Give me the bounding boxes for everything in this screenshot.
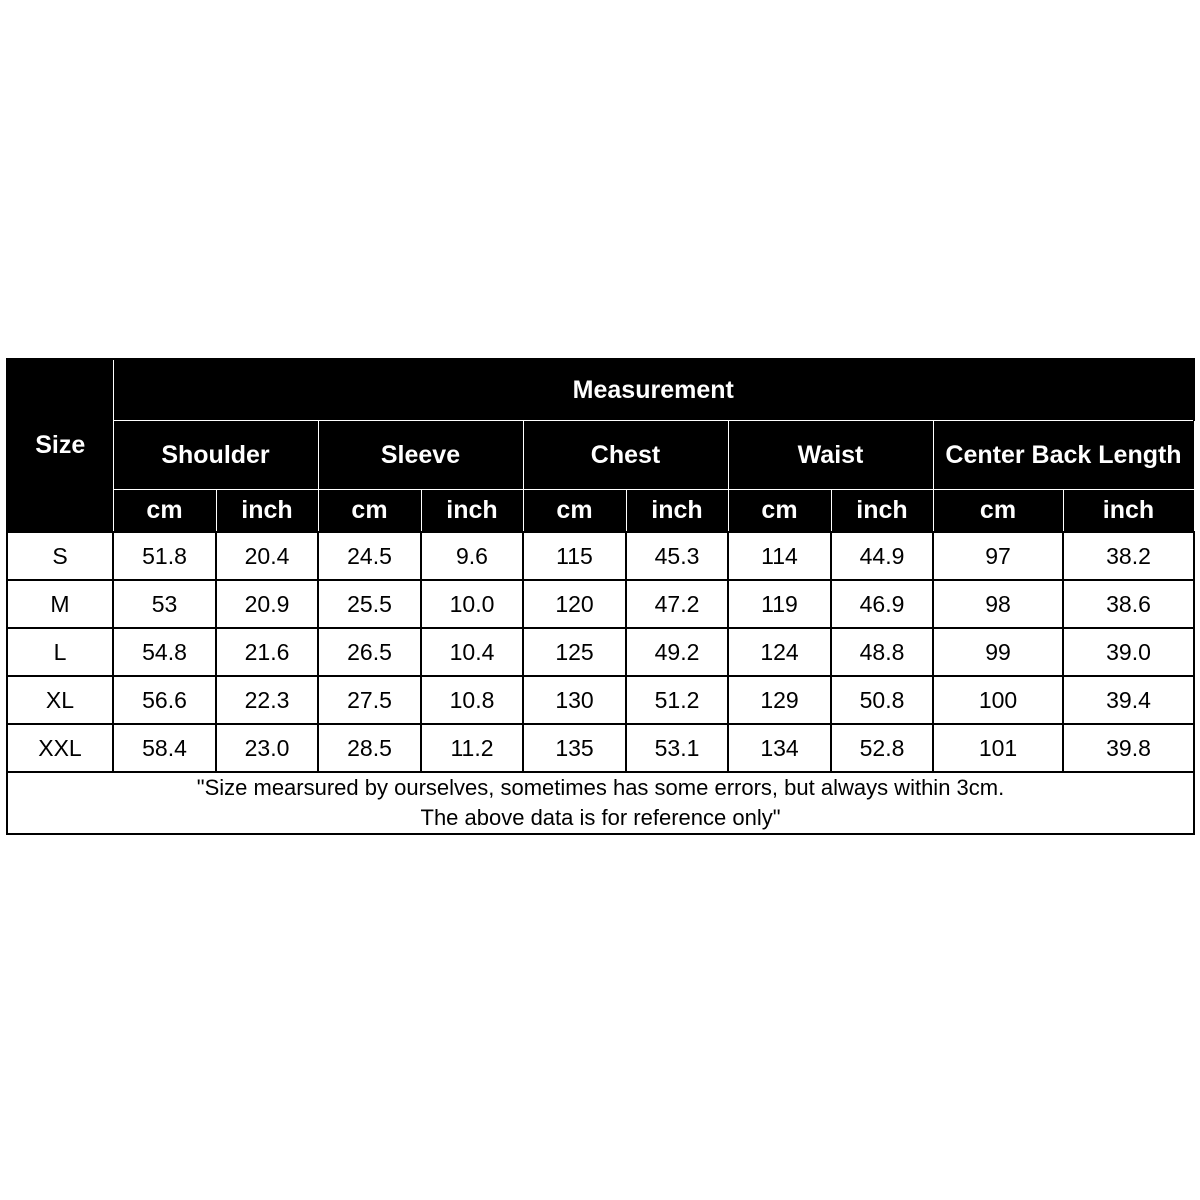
value-cell: 124 bbox=[728, 628, 831, 676]
header-row-measurement bbox=[7, 359, 1194, 421]
size-chart-table bbox=[6, 358, 1195, 835]
value-cell: 97 bbox=[933, 532, 1063, 580]
value-cell: 54.8 bbox=[113, 628, 216, 676]
value-cell: 99 bbox=[933, 628, 1063, 676]
table-row bbox=[7, 724, 1194, 772]
value-cell: 129 bbox=[728, 676, 831, 724]
header-row-categories bbox=[7, 421, 1194, 490]
value-cell: 119 bbox=[728, 580, 831, 628]
table-header bbox=[7, 359, 1194, 532]
value-cell: 23.0 bbox=[216, 724, 318, 772]
value-cell: 44.9 bbox=[831, 532, 933, 580]
value-cell: 24.5 bbox=[318, 532, 421, 580]
value-cell: 21.6 bbox=[216, 628, 318, 676]
value-cell: 114 bbox=[728, 532, 831, 580]
value-cell: 46.9 bbox=[831, 580, 933, 628]
value-cell: 11.2 bbox=[421, 724, 523, 772]
size-cell: M bbox=[7, 580, 113, 628]
unit-header-inch: inch bbox=[421, 490, 523, 533]
value-cell: 115 bbox=[523, 532, 626, 580]
unit-header-cm: cm bbox=[933, 490, 1063, 533]
value-cell: 45.3 bbox=[626, 532, 728, 580]
unit-header-inch: inch bbox=[216, 490, 318, 533]
value-cell: 9.6 bbox=[421, 532, 523, 580]
unit-header-cm: cm bbox=[318, 490, 421, 533]
value-cell: 53.1 bbox=[626, 724, 728, 772]
unit-header-inch: inch bbox=[831, 490, 933, 533]
value-cell: 22.3 bbox=[216, 676, 318, 724]
value-cell: 130 bbox=[523, 676, 626, 724]
size-cell: XL bbox=[7, 676, 113, 724]
unit-header-inch: inch bbox=[1063, 490, 1194, 533]
value-cell: 56.6 bbox=[113, 676, 216, 724]
value-cell: 10.8 bbox=[421, 676, 523, 724]
table-footer bbox=[7, 772, 1194, 834]
value-cell: 49.2 bbox=[626, 628, 728, 676]
value-cell: 39.8 bbox=[1063, 724, 1194, 772]
measurement-group-header: Measurement bbox=[113, 359, 1194, 421]
size-cell: L bbox=[7, 628, 113, 676]
unit-header-cm: cm bbox=[113, 490, 216, 533]
value-cell: 51.2 bbox=[626, 676, 728, 724]
footnote-line-1: "Size mearsured by ourselves, sometimes has some errors, but always within 3cm. bbox=[196, 775, 1005, 800]
footnote-line-2: The above data is for reference only" bbox=[420, 805, 781, 830]
value-cell: 20.4 bbox=[216, 532, 318, 580]
value-cell: 39.0 bbox=[1063, 628, 1194, 676]
value-cell: 135 bbox=[523, 724, 626, 772]
value-cell: 51.8 bbox=[113, 532, 216, 580]
header-row-units bbox=[7, 490, 1194, 533]
value-cell: 48.8 bbox=[831, 628, 933, 676]
unit-header-inch: inch bbox=[626, 490, 728, 533]
value-cell: 28.5 bbox=[318, 724, 421, 772]
table-row bbox=[7, 676, 1194, 724]
value-cell: 50.8 bbox=[831, 676, 933, 724]
value-cell: 10.0 bbox=[421, 580, 523, 628]
table-body bbox=[7, 532, 1194, 772]
value-cell: 39.4 bbox=[1063, 676, 1194, 724]
value-cell: 101 bbox=[933, 724, 1063, 772]
category-header-sleeve: Sleeve bbox=[318, 421, 523, 490]
category-header-center-back-length: Center Back Length bbox=[933, 421, 1194, 490]
value-cell: 52.8 bbox=[831, 724, 933, 772]
value-cell: 100 bbox=[933, 676, 1063, 724]
size-column-header: Size bbox=[7, 359, 113, 532]
category-header-waist: Waist bbox=[728, 421, 933, 490]
value-cell: 58.4 bbox=[113, 724, 216, 772]
value-cell: 120 bbox=[523, 580, 626, 628]
value-cell: 20.9 bbox=[216, 580, 318, 628]
value-cell: 10.4 bbox=[421, 628, 523, 676]
table-row bbox=[7, 532, 1194, 580]
category-header-chest: Chest bbox=[523, 421, 728, 490]
unit-header-cm: cm bbox=[523, 490, 626, 533]
table-row bbox=[7, 628, 1194, 676]
value-cell: 38.2 bbox=[1063, 532, 1194, 580]
value-cell: 98 bbox=[933, 580, 1063, 628]
value-cell: 53 bbox=[113, 580, 216, 628]
value-cell: 27.5 bbox=[318, 676, 421, 724]
footnote-cell bbox=[7, 772, 1194, 834]
value-cell: 38.6 bbox=[1063, 580, 1194, 628]
value-cell: 25.5 bbox=[318, 580, 421, 628]
size-cell: S bbox=[7, 532, 113, 580]
footnote-row bbox=[7, 772, 1194, 834]
category-header-shoulder: Shoulder bbox=[113, 421, 318, 490]
value-cell: 47.2 bbox=[626, 580, 728, 628]
unit-header-cm: cm bbox=[728, 490, 831, 533]
value-cell: 134 bbox=[728, 724, 831, 772]
table-row bbox=[7, 580, 1194, 628]
size-cell: XXL bbox=[7, 724, 113, 772]
value-cell: 26.5 bbox=[318, 628, 421, 676]
value-cell: 125 bbox=[523, 628, 626, 676]
